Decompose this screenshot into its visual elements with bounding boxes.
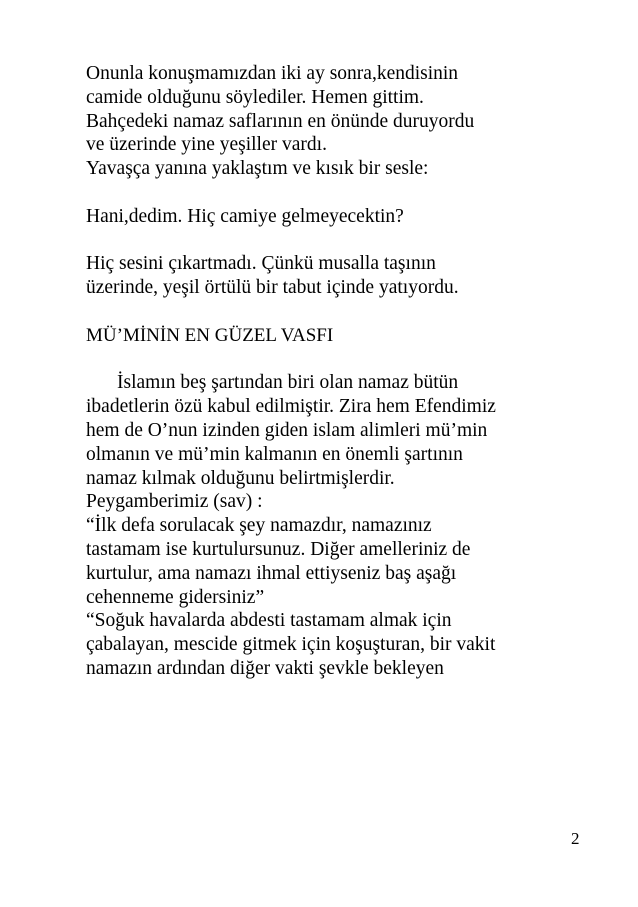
paragraph-spacer: [86, 181, 606, 205]
text-line: Peygamberimiz (sav) :: [86, 491, 263, 513]
text-line: namazın ardından diğer vakti şevkle bekleyen: [86, 657, 444, 679]
section-title: MÜ’MİNİN EN GÜZEL VASFI: [86, 324, 334, 346]
page-number: 2: [571, 829, 580, 848]
text-line: Yavaşça yanına yaklaştım ve kısık bir sesle:: [86, 158, 429, 180]
text-line: tastamam ise kurtulursunuz. Diğer amelleriniz de: [86, 538, 471, 560]
text-line: camide olduğunu söylediler. Hemen gittim.: [86, 86, 424, 108]
text-line: çabalayan, mescide gitmek için koşuşturan, bir vakit: [86, 634, 496, 656]
text-line: “İlk defa sorulacak şey namazdır, namazınız: [86, 515, 432, 537]
text-line: ibadetlerin özü kabul edilmiştir. Zira hem Efendimiz: [86, 396, 496, 418]
paragraph-3: [86, 252, 606, 300]
text-line: olmanın ve mü’min kalmanın en önemli şartının: [86, 443, 463, 465]
paragraph-2: [86, 205, 606, 229]
paragraph-1: [86, 62, 606, 181]
paragraph-spacer: [86, 229, 606, 253]
page-body: [86, 62, 606, 681]
text-line: Hiç sesini çıkartmadı. Çünkü musalla taşının: [86, 253, 436, 275]
text-line: Bahçedeki namaz saflarının en önünde duruyordu: [86, 110, 475, 132]
text-line: ve üzerinde yine yeşiller vardı.: [86, 134, 327, 156]
text-line: kurtulur, ama namazı ihmal ettiyseniz baş aşağı: [86, 562, 457, 584]
text-line: Onunla konuşmamızdan iki ay sonra,kendisinin: [86, 63, 459, 84]
text-line: namaz kılmak olduğunu belirtmişlerdir.: [86, 467, 395, 489]
paragraph-spacer: [86, 300, 606, 324]
text-line: üzerinde, yeşil örtülü bir tabut içinde yatıyordu.: [86, 277, 459, 299]
paragraph-4: [86, 371, 606, 680]
text-line: cehenneme gidersiniz”: [86, 586, 265, 608]
text-line: hem de O’nun izinden giden islam alimleri mü’min: [86, 419, 488, 441]
text-line: Hani,dedim. Hiç camiye gelmeyecektin?: [86, 205, 404, 227]
paragraph-spacer: [86, 348, 606, 372]
text-line: “Soğuk havalarda abdesti tastamam almak için: [86, 610, 452, 632]
text-line: İslamın beş şartından biri olan namaz bütün: [117, 372, 459, 394]
